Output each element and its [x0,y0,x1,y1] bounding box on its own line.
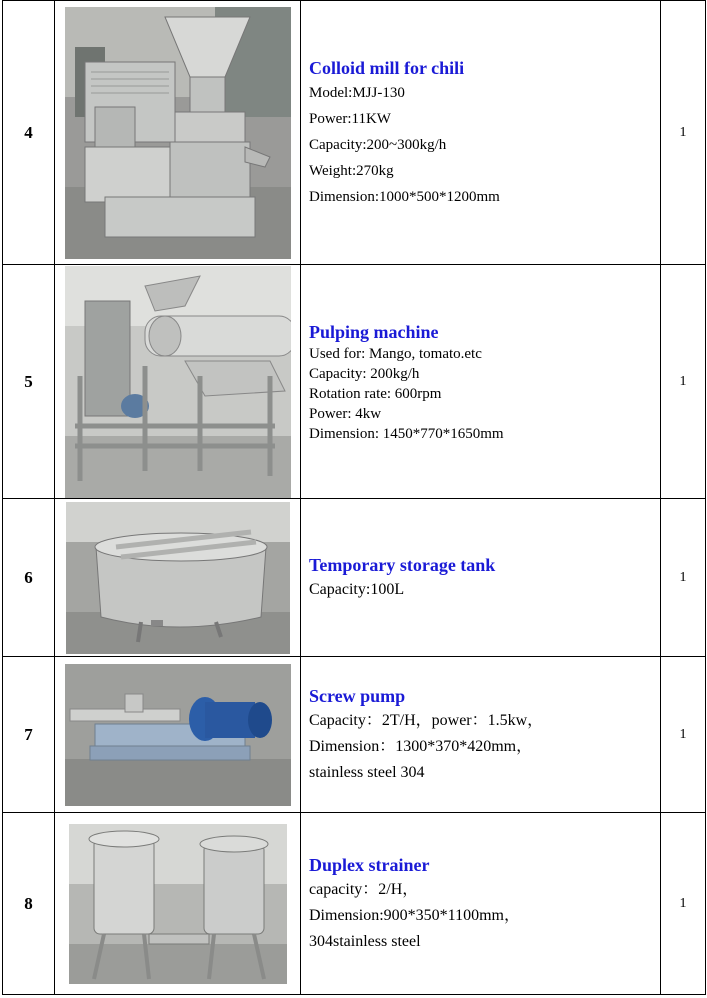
image-cell [55,657,301,813]
spec-line: Capacity: 200kg/h [309,365,420,382]
item-title: Temporary storage tank [309,554,496,575]
spec-line: Power:11KW [309,110,391,127]
quantity: 1 [661,813,706,995]
image-cell [55,499,301,657]
item-title: Colloid mill for chili [309,57,465,78]
table-row [3,499,706,657]
image-cell [55,265,301,499]
quantity: 1 [661,657,706,813]
table-row [3,657,706,813]
equipment-table [2,0,706,995]
description-cell [301,657,661,813]
image-cell [55,1,301,265]
item-number: 4 [3,1,55,265]
spec-line: Rotation rate: 600rpm [309,385,442,402]
table-row [3,1,706,265]
spec-line: Used for: Mango, tomato.etc [309,345,482,362]
spec-line: Capacity:200~300kg/h [309,136,447,153]
quantity: 1 [661,499,706,657]
spec-line: capacity：2/H， [309,880,419,898]
spec-line: Dimension:900*350*1100mm， [309,906,520,924]
spec-line: Capacity:100L [309,580,405,598]
item-number: 8 [3,813,55,995]
image-cell [55,813,301,995]
description-cell [301,1,661,265]
table-row [3,813,706,995]
spec-line: Dimension：1300*370*420mm， [309,737,533,755]
duplex-strainer-photo [69,824,287,984]
description-cell [301,499,661,657]
spec-line: stainless steel 304 [309,763,425,781]
table-row [3,265,706,499]
item-title: Pulping machine [309,321,439,342]
colloid-mill-photo [65,7,291,259]
item-number: 7 [3,657,55,813]
storage-tank-photo [66,502,290,654]
pulping-machine-photo [65,266,291,498]
item-number: 5 [3,265,55,499]
item-title: Screw pump [309,685,406,706]
spec-line: 304stainless steel [309,932,421,950]
description-cell [301,813,661,995]
spec-line: Weight:270kg [309,162,394,179]
item-title: Duplex strainer [309,854,430,875]
quantity: 1 [661,265,706,499]
spec-line: Capacity：2T/H，power：1.5kw， [309,711,544,729]
spec-line: Dimension: 1450*770*1650mm [309,425,504,442]
spec-line: Dimension:1000*500*1200mm [309,188,500,205]
spec-line: Model:MJJ-130 [309,84,405,101]
spec-line: Power: 4kw [309,405,382,422]
description-cell [301,265,661,499]
quantity: 1 [661,1,706,265]
screw-pump-photo [65,664,291,806]
item-number: 6 [3,499,55,657]
